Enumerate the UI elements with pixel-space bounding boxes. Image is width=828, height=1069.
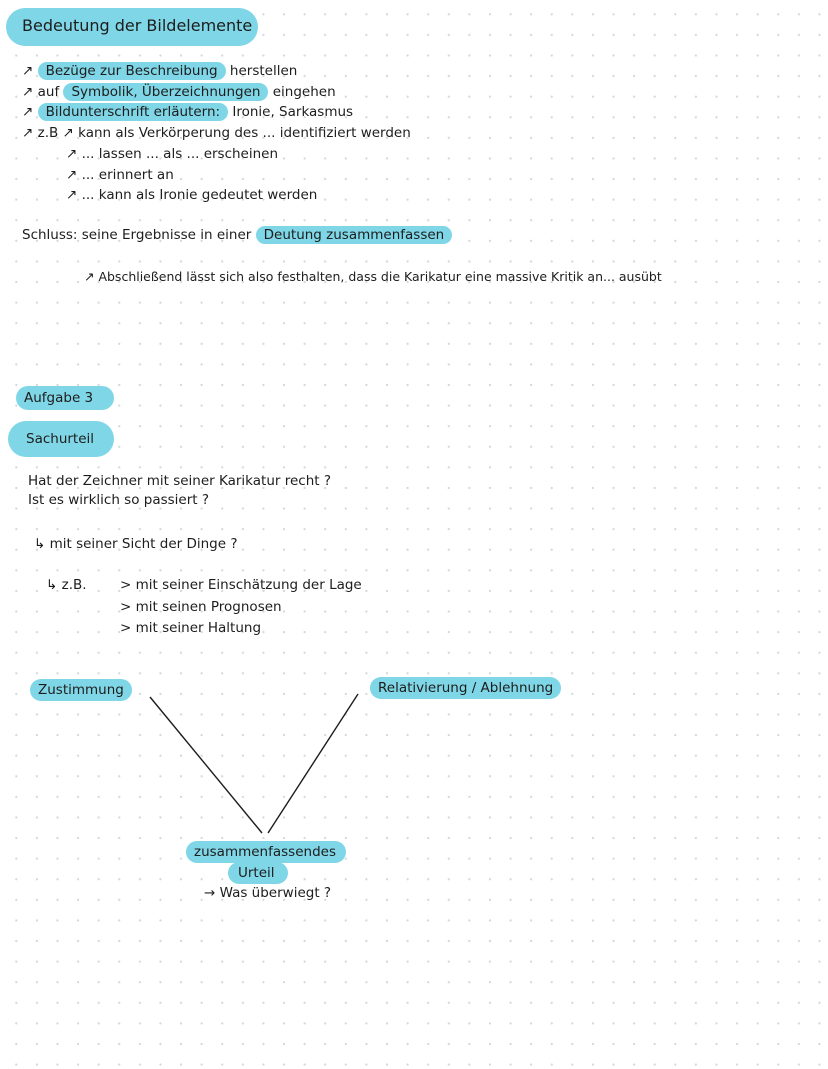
- highlight-text: Deutung zusammenfassen: [256, 226, 453, 244]
- conclusion-line: ↗ Abschließend lässt sich also festhalten, dass die Karikatur eine massive Kritik an... ausübt: [84, 269, 662, 284]
- item-text: auf: [37, 84, 64, 100]
- urteil-line2: Urteil: [238, 865, 275, 881]
- section-title: Bedeutung der Bildelemente: [22, 16, 253, 35]
- urteil-question: → Was überwiegt ?: [204, 885, 332, 901]
- left-connector-line: [150, 697, 262, 833]
- item-text: Ironie, Sarkasmus: [228, 104, 354, 120]
- item-text: eingehen: [268, 84, 336, 100]
- schluss-text: seine Ergebnisse in einer: [77, 227, 256, 243]
- sachurteil-title: Sachurteil: [26, 431, 95, 447]
- arrow-icon: ↗: [22, 63, 34, 79]
- example-item: > mit seinen Prognosen: [120, 599, 282, 615]
- highlight-text: Bezüge zur Beschreibung: [38, 62, 226, 80]
- right-connector-line: [268, 694, 358, 833]
- sub-item: ↗ ... kann als Ironie gedeutet werden: [66, 187, 318, 203]
- item-text: z.B ↗ kann als Verkörperung des ... identifiziert werden: [37, 125, 411, 141]
- zustimmung-label: Zustimmung: [30, 679, 132, 701]
- example-item: > mit seiner Haltung: [120, 620, 262, 636]
- sub-item: ↗ ... erinnert an: [66, 167, 174, 183]
- highlight-text: Bildunterschrift erläutern:: [38, 103, 228, 121]
- arrow-icon: ↗: [22, 84, 34, 100]
- arrow-icon: ↗: [22, 125, 34, 141]
- item-text: herstellen: [225, 63, 298, 79]
- urteil-line1: zusammenfassendes: [194, 844, 336, 860]
- example-item: > mit seiner Einschätzung der Lage: [120, 577, 362, 593]
- question: Ist es wirklich so passiert ?: [28, 492, 210, 508]
- highlight-text: Symbolik, Überzeichnungen: [63, 83, 268, 101]
- zb-label: ↳ z.B.: [46, 577, 87, 593]
- aufgabe-title: Aufgabe 3: [24, 390, 94, 406]
- sub-item: ↗ ... lassen ... als ... erscheinen: [66, 146, 279, 162]
- ablehnung-label: Relativierung / Ablehnung: [370, 677, 561, 699]
- arrow-icon: ↗: [22, 104, 34, 120]
- question: Hat der Zeichner mit seiner Karikatur recht ?: [28, 473, 332, 489]
- schluss-label: Schluss:: [22, 227, 78, 243]
- sub-question: ↳ mit seiner Sicht der Dinge ?: [34, 536, 238, 552]
